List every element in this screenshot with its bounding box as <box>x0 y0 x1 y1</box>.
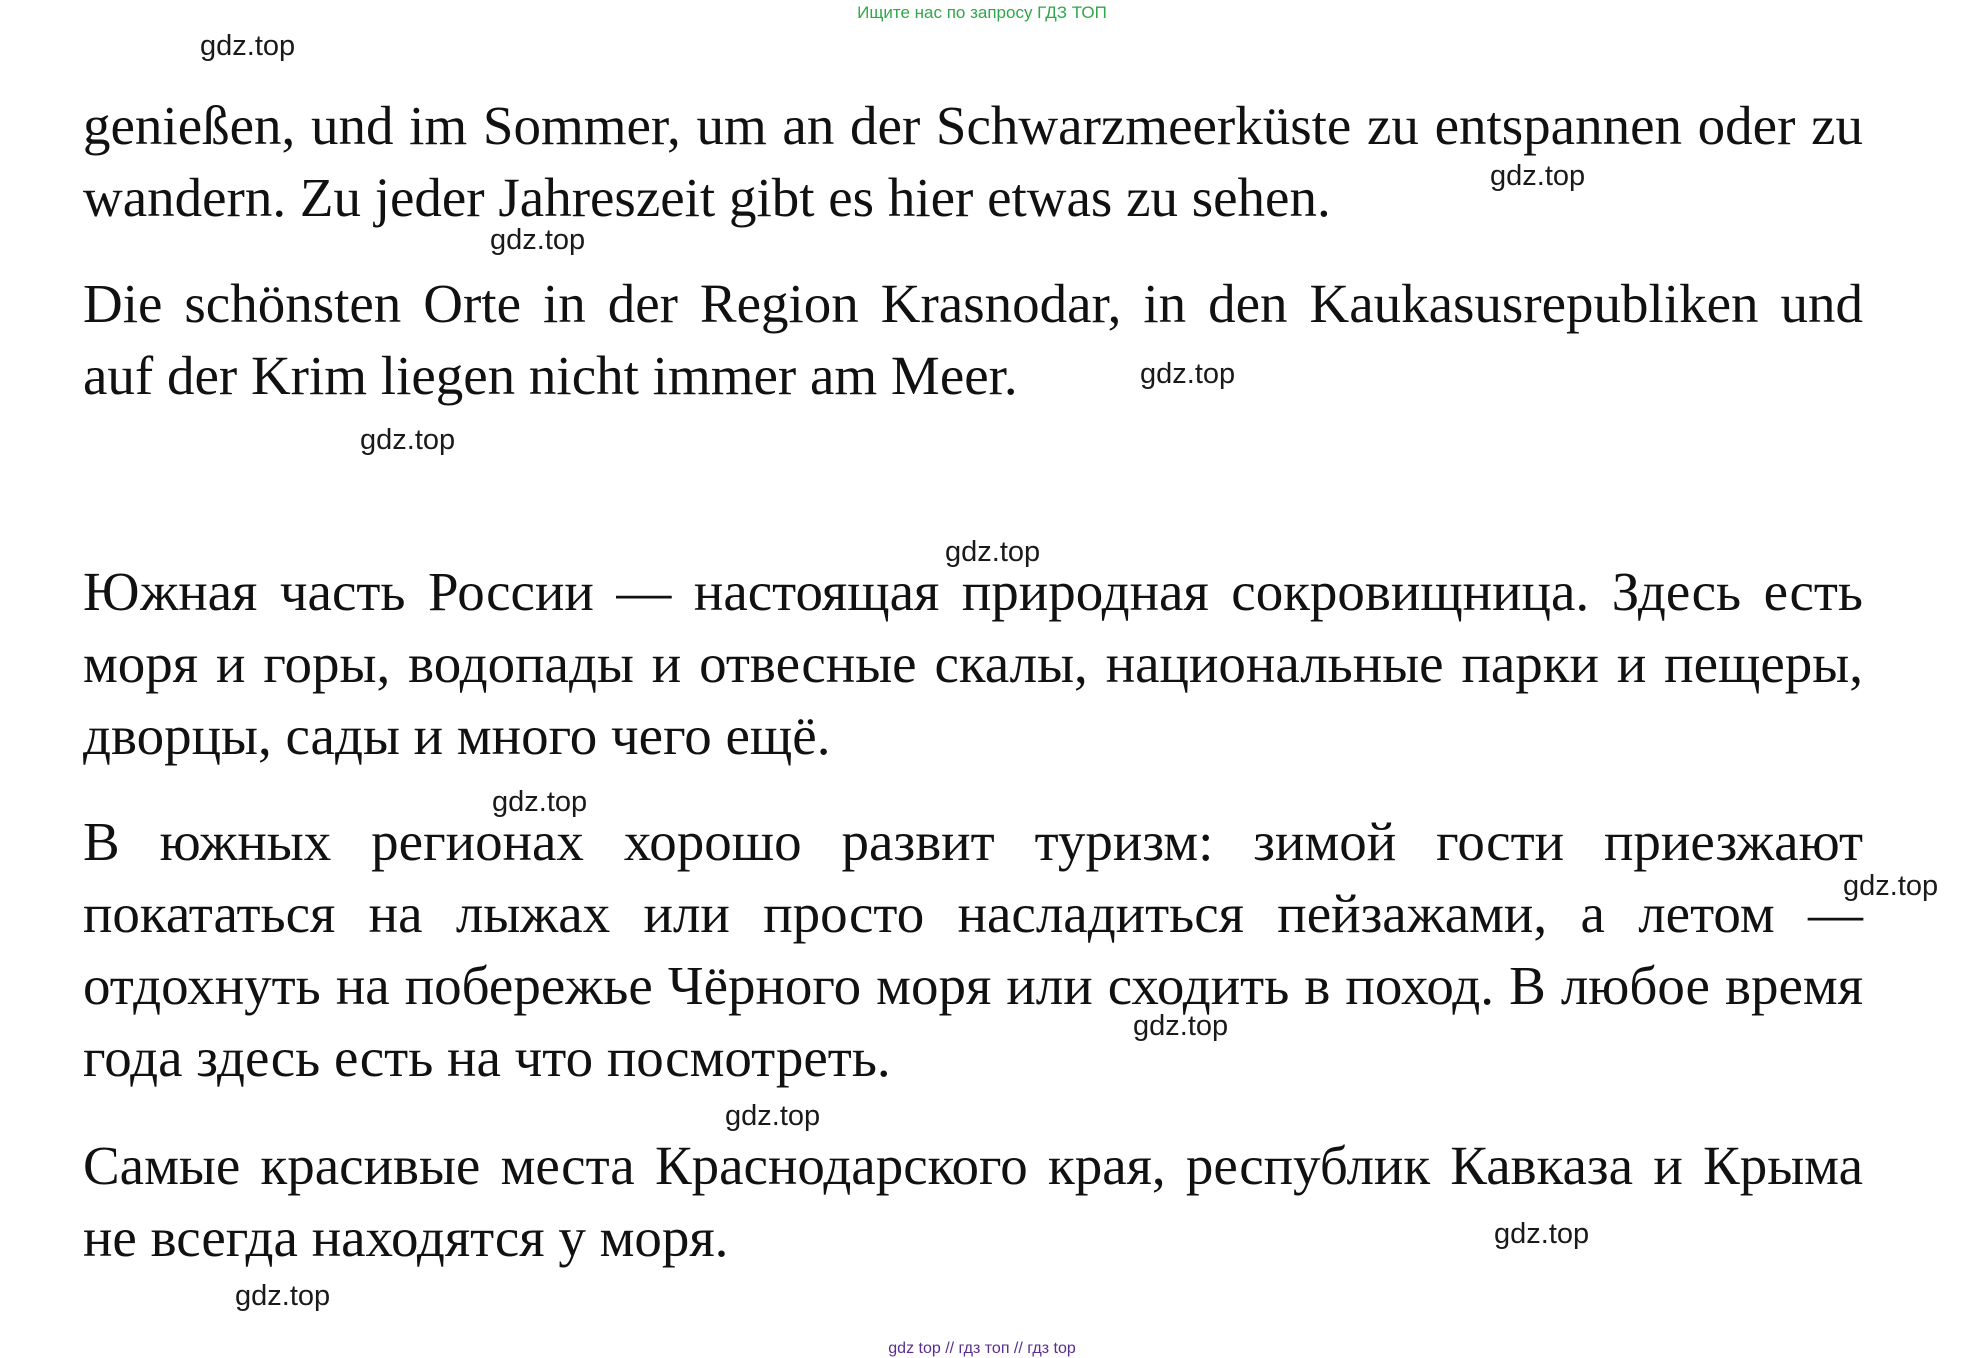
watermark: gdz.top <box>725 1100 821 1132</box>
bottom-banner: gdz top // гдз топ // гдз top <box>888 1340 1076 1357</box>
watermark: gdz.top <box>492 786 588 818</box>
watermark: gdz.top <box>200 30 296 62</box>
watermark: gdz.top <box>1843 870 1939 902</box>
watermark: gdz.top <box>490 224 586 256</box>
watermark: gdz.top <box>945 536 1041 568</box>
russian-paragraph-1: Южная часть России — настоящая природная сокровищница. Здесь есть моря и горы, водопады и отвесные скалы, национальные парки и пещеры, дворцы, сады и много чего ещё. <box>83 561 1863 766</box>
watermark: gdz.top <box>1490 160 1586 192</box>
german-paragraph-1: genießen, und im Sommer, um an der Schwarzmeerküste zu entspannen oder zu wandern. Zu jeder Jahreszeit gibt es hier etwas zu sehen. <box>83 95 1863 228</box>
watermark: gdz.top <box>360 424 456 456</box>
russian-paragraph-2: В южных регионах хорошо развит туризм: зимой гости приезжают покататься на лыжах или просто насладиться пейзажами, а летом — отдохнуть на побережье Чёрного моря или сходить в поход. В любое время года здесь есть на что посмотреть. <box>83 811 1863 1088</box>
watermark: gdz.top <box>1494 1218 1590 1250</box>
watermark: gdz.top <box>235 1280 331 1312</box>
watermark: gdz.top <box>1140 358 1236 390</box>
top-search-banner: Ищите нас по запросу ГДЗ ТОП <box>857 3 1107 22</box>
german-paragraph-2: Die schönsten Orte in der Region Krasnodar, in den Kaukasusrepubliken und auf der Krim liegen nicht immer am Meer. <box>83 273 1863 406</box>
watermark: gdz.top <box>1133 1010 1229 1042</box>
russian-paragraph-3: Самые красивые места Краснодарского края, республик Кавказа и Крыма не всегда находятся у моря. <box>83 1135 1863 1268</box>
